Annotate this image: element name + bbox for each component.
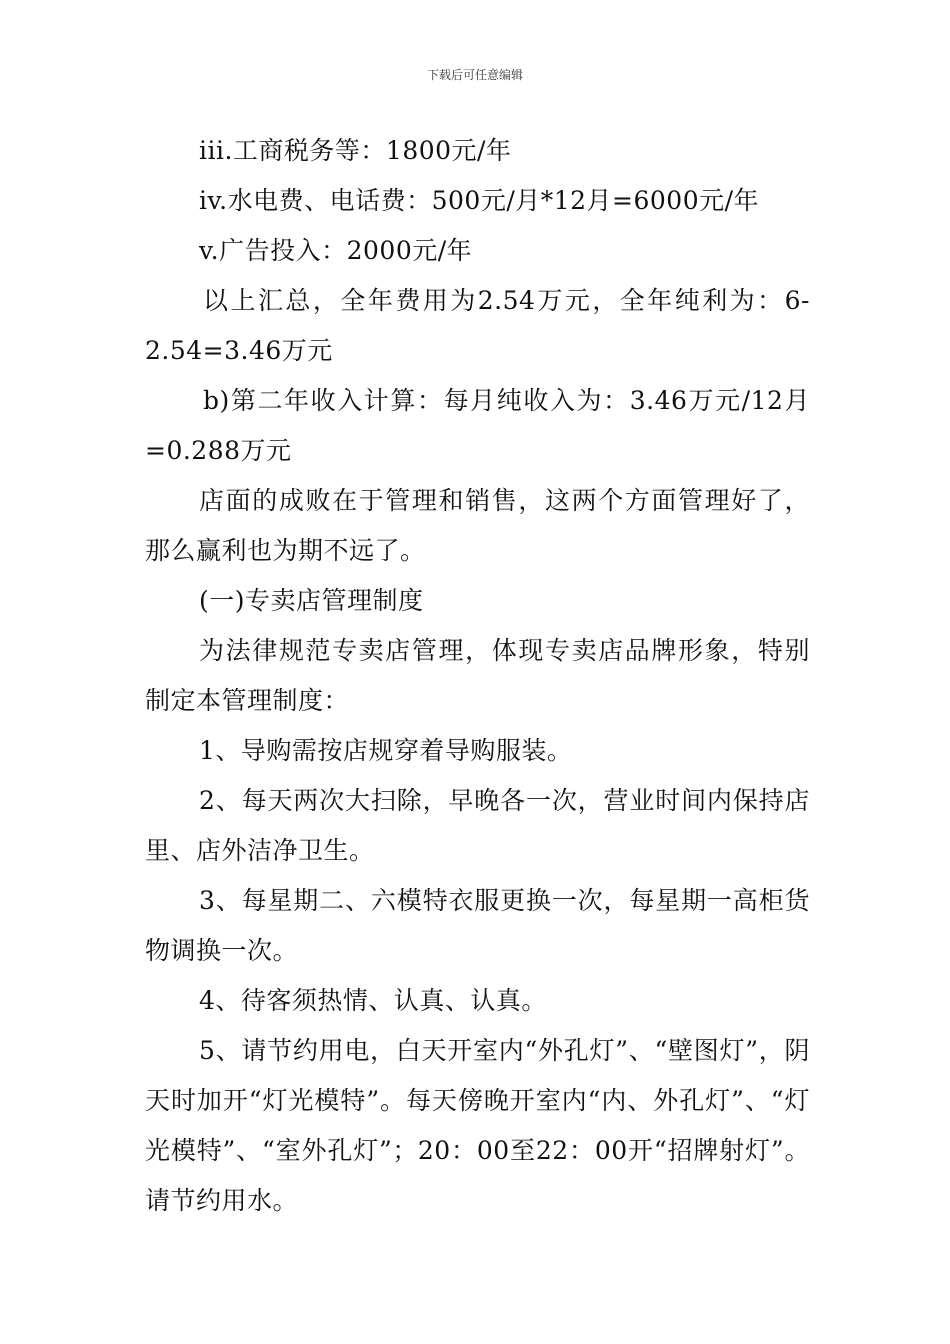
paragraph-management-intro: 店面的成败在于管理和销售，这两个方面管理好了，那么赢利也为期不远了。 — [145, 486, 810, 565]
page-header: 下载后可任意编辑 — [426, 68, 523, 82]
rule-item-4: 4、待客须热情、认真、认真。 — [199, 986, 547, 1015]
paragraph-second-year: b)第二年收入计算：每月纯收入为：3.46万元/12月=0.288万元 — [145, 386, 810, 465]
paragraph-purpose: 为法律规范专卖店管理，体现专卖店品牌形象，特别制定本管理制度： — [145, 636, 810, 715]
paragraph-tax: iii.工商税务等：1800元/年 — [199, 136, 512, 165]
document-body — [145, 126, 810, 1226]
paragraph-utilities: iv.水电费、电话费：500元/月*12月=6000元/年 — [199, 186, 760, 215]
rule-item-3: 3、每星期二、六模特衣服更换一次，每星期一高柜货物调换一次。 — [145, 886, 810, 965]
section-heading: (一)专卖店管理制度 — [199, 586, 424, 615]
rule-item-1: 1、导购需按店规穿着导购服装。 — [199, 736, 573, 765]
rule-item-2: 2、每天两次大扫除，早晚各一次，营业时间内保持店里、店外洁净卫生。 — [145, 786, 810, 865]
rule-item-5: 5、请节约用电，白天开室内“外孔灯”、“壁图灯”，阴天时加开“灯光模特”。每天傍晚开室内“内、外孔灯”、“灯光模特”、“室外孔灯”；20：00至22：00开“招牌射灯”。请节约用水。 — [145, 1036, 810, 1215]
paragraph-advertising: v.广告投入：2000元/年 — [199, 236, 473, 265]
paragraph-summary: 以上汇总，全年费用为2.54万元，全年纯利为：6-2.54=3.46万元 — [145, 286, 810, 365]
